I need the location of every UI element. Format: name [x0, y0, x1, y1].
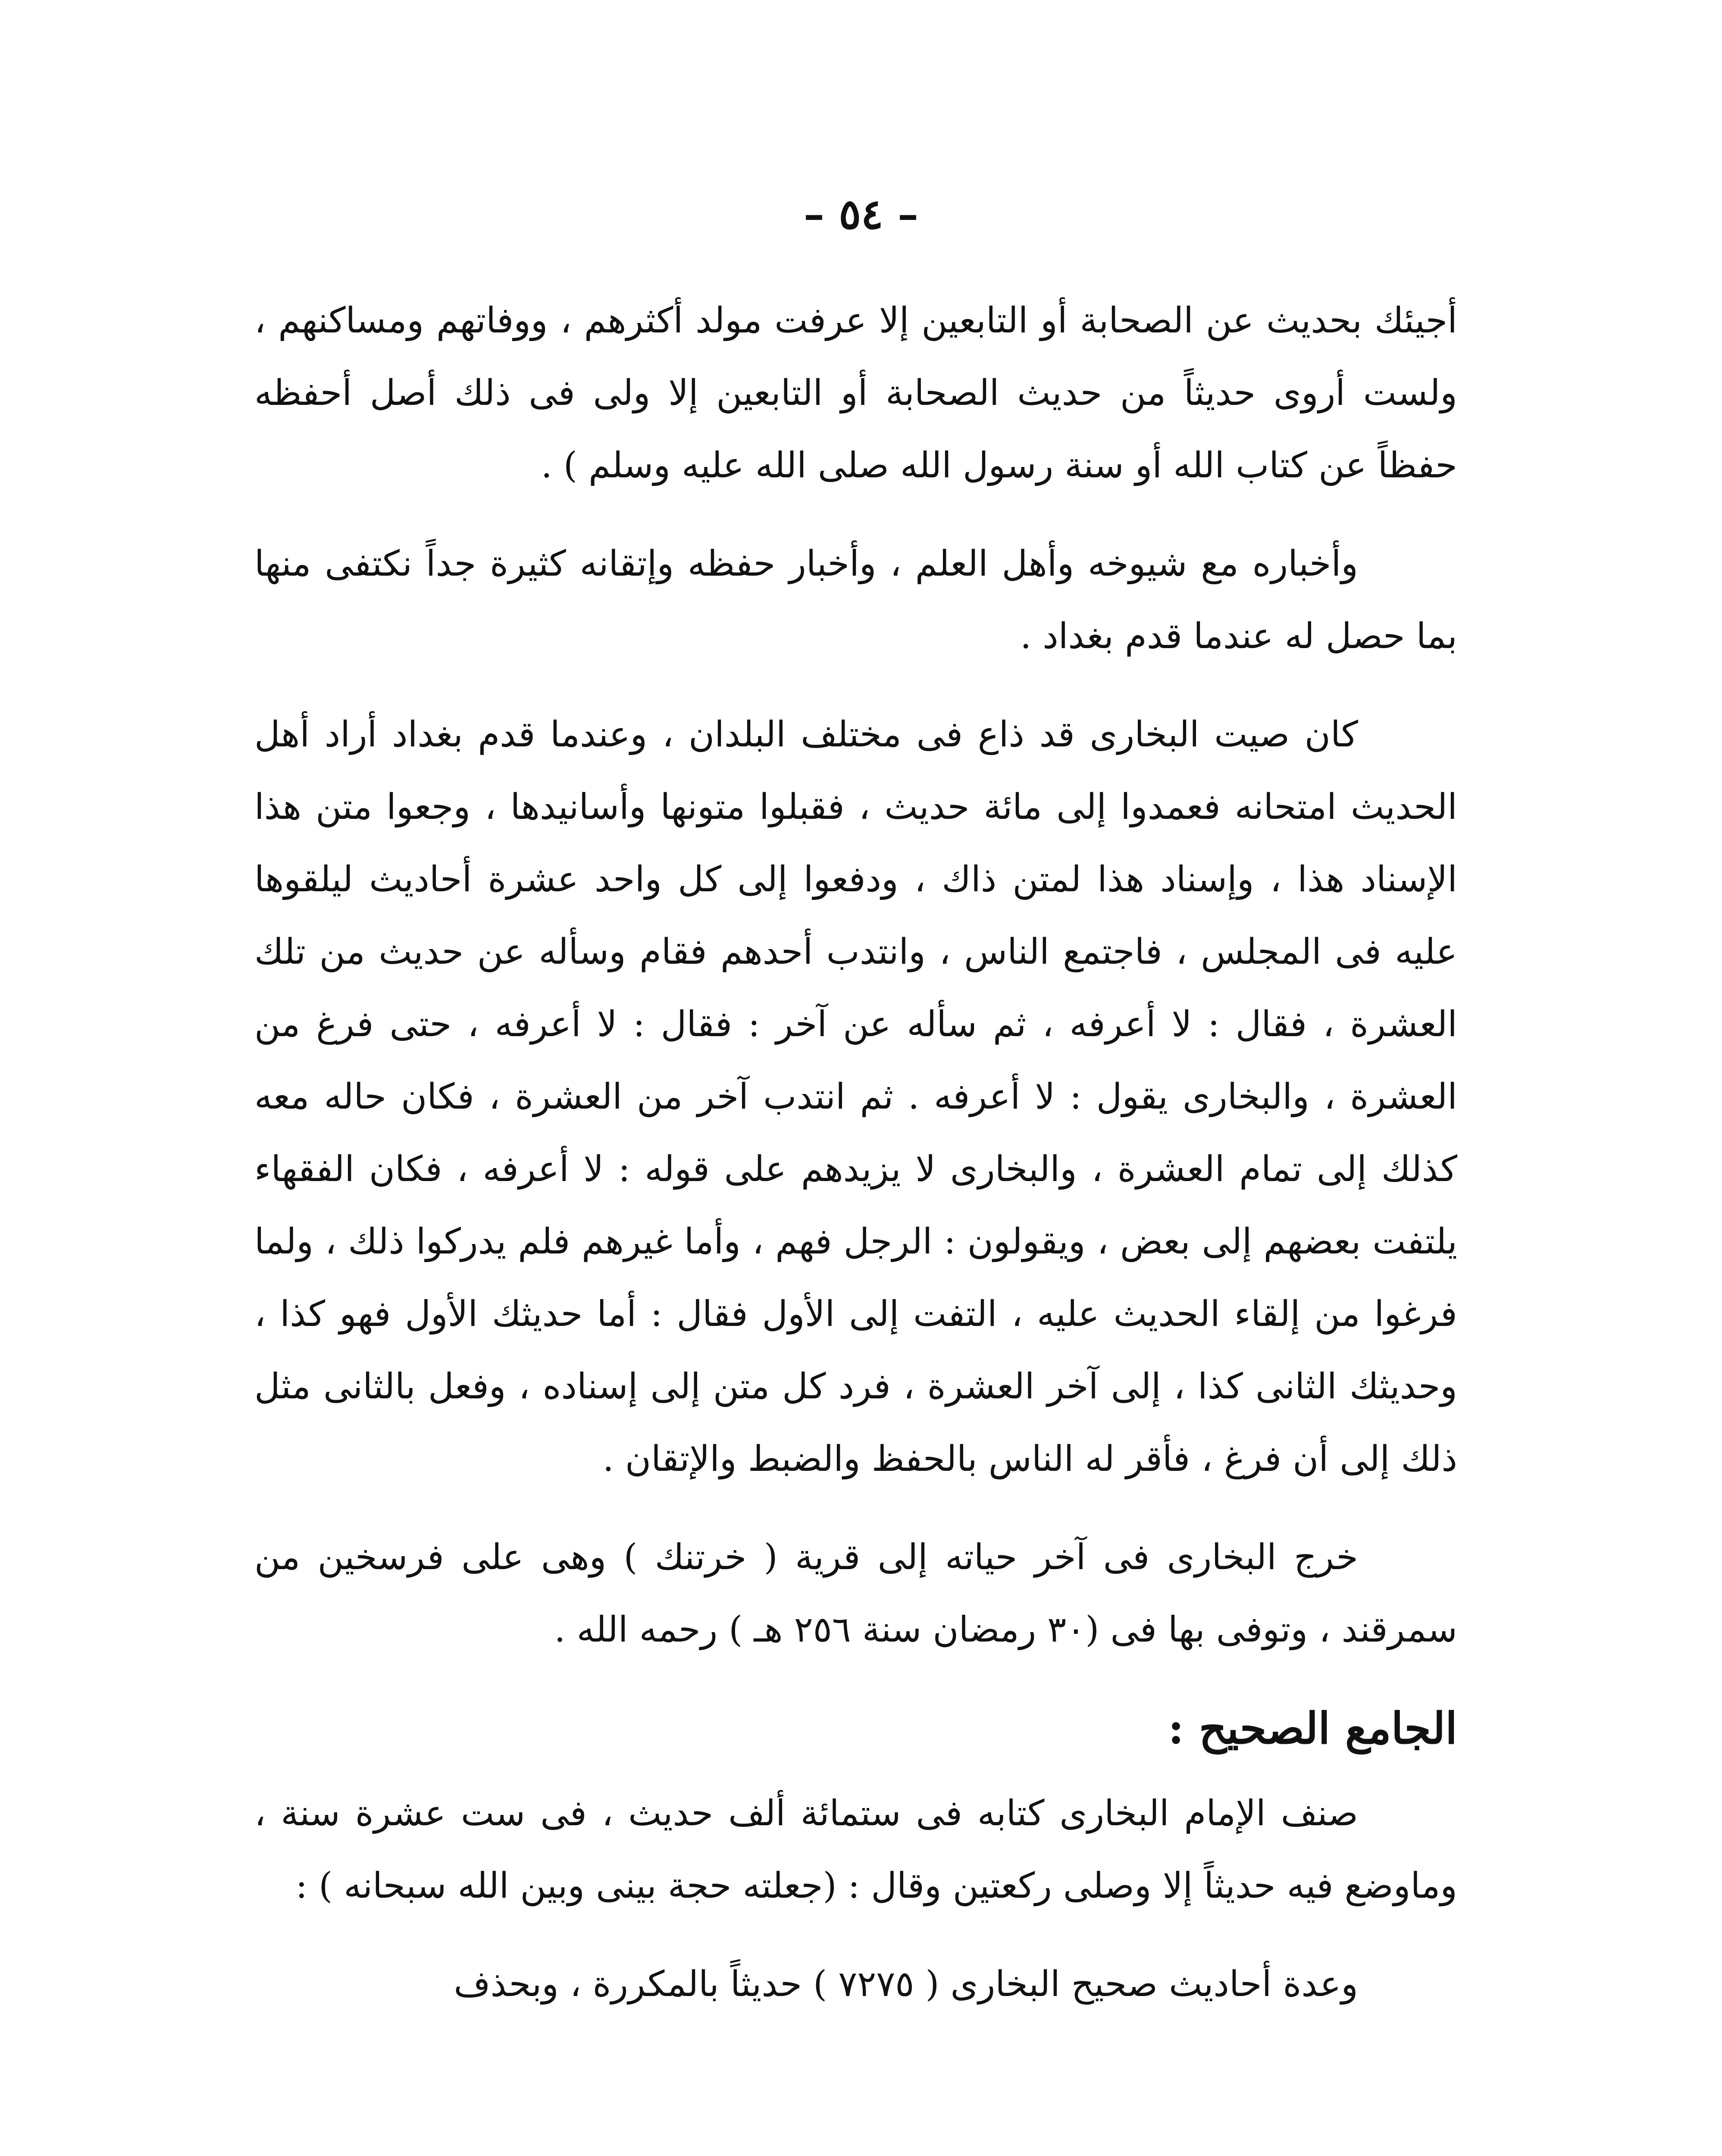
- section-heading: الجامع الصحيح :: [1168, 1703, 1457, 1754]
- paragraph-1: أجيئك بحديث عن الصحابة أو التابعين إلا عرفت مولد أكثرهم ، ووفاتهم ومساكنهم ، ولست أروى حديثاً من حديث الصحابة أو التابعين إلا ولى فى ذلك أصل أحفظه حفظاً عن كتاب الله أو سنة رسول الله صلى الله عليه وسلم ) .: [254, 300, 1457, 486]
- page-number: – ٥٤ –: [804, 190, 918, 238]
- paragraph-3: كان صيت البخارى قد ذاع فى مختلف البلدان ، وعندما قدم بغداد أراد أهل الحديث امتحانه فعمدوا إلى مائة حديث ، فقبلوا متونها وأسانيدها ، وجعوا متن هذا الإسناد هذا ، وإسناد هذا لمتن ذاك ، ودفعوا إلى كل واحد عشرة أحاديث ليلقوها عليه فى المجلس ، فاجتمع الناس ، وانتدب أحدهم فقام وسأله عن حديث من تلك العشرة ، فقال : لا أعرفه ، ثم سأله عن آخر : فقال : لا أعرفه ، حتى فرغ من العشرة ، والبخارى يقول : لا أعرفه . ثم انتدب آخر من العشرة ، فكان حاله معه كذلك إلى تمام العشرة ، والبخارى لا يزيدهم على قوله : لا أعرفه ، فكان الفقهاء يلتفت بعضهم إلى بعض ، ويقولون : الرجل فهم ، وأما غيرهم فلم يدركوا ذلك ، ولما فرغوا من إلقاء الحديث عليه ، التفت إلى الأول فقال : أما حديثك الأول فهو كذا ، وحديثك الثانى كذا ، إلى آخر العشرة ، فرد كل متن إلى إسناده ، وفعل بالثانى مثل ذلك إلى أن فرغ ، فأقر له الناس بالحفظ والضبط والإتقان .: [254, 714, 1457, 1479]
- paragraph-4: خرج البخارى فى آخر حياته إلى قرية ( خرتنك ) وهى على فرسخين من سمرقند ، وتوفى بها فى (٣٠ رمضان سنة ٢٥٦ هـ ) رحمه الله .: [254, 1537, 1457, 1650]
- paragraph-2: وأخباره مع شيوخه وأهل العلم ، وأخبار حفظه وإتقانه كثيرة جداً نكتفى منها بما حصل له عندما قدم بغداد .: [254, 543, 1457, 657]
- paragraph-6: وعدة أحاديث صحيح البخارى ( ٧٢٧٥ ) حديثاً بالمكررة ، وبحذف: [454, 1964, 1358, 2005]
- paragraph-5: صنف الإمام البخارى كتابه فى ستمائة ألف حديث ، فى ست عشرة سنة ، وماوضع فيه حديثاً إلا وصلى ركعتين وقال : (جعلته حجة بينى وبين الله سبحانه ) :: [254, 1793, 1457, 1906]
- page-body: [254, 285, 1457, 2046]
